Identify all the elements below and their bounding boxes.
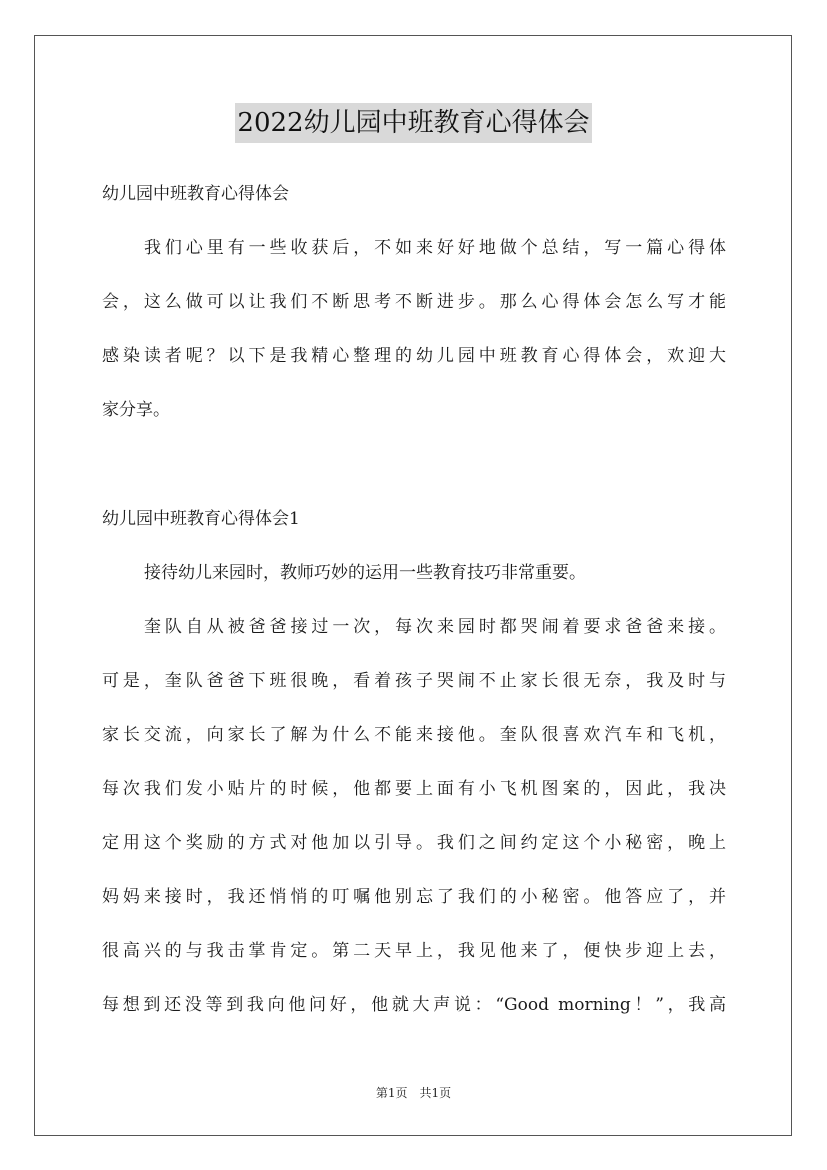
page-number: 第1页 (375, 1086, 408, 1100)
paragraph-line: 妈妈来接时，我还悄悄的叮嘱他别忘了我们的小秘密。他答应了，并 (102, 887, 726, 907)
paragraph-line: 会，这么做可以让我们不断思考不断进步。那么心得体会怎么写才能 (102, 292, 726, 312)
section-heading: 幼儿园中班教育心得体会 (102, 184, 289, 204)
section-heading: 幼儿园中班教育心得体会1 (102, 509, 300, 529)
paragraph-line: 家分享。 (102, 400, 170, 420)
paragraph-line: 家长交流，向家长了解为什么不能来接他。奎队很喜欢汽车和飞机， (102, 725, 726, 745)
paragraph-line: 可是，奎队爸爸下班很晚，看着孩子哭闹不止家长很无奈，我及时与 (102, 671, 726, 691)
paragraph-line: 奎队自从被爸爸接过一次，每次来园时都哭闹着要求爸爸来接。 (144, 617, 726, 637)
paragraph-line: 感染读者呢？以下是我精心整理的幼儿园中班教育心得体会，欢迎大 (102, 346, 726, 366)
paragraph-line: 很高兴的与我击掌肯定。第二天早上，我见他来了，便快步迎上去， (102, 941, 726, 961)
page-total: 共1页 (419, 1086, 452, 1100)
paragraph-line: 每次我们发小贴片的时候，他都要上面有小飞机图案的，因此，我决 (102, 779, 726, 799)
paragraph-line: 我们心里有一些收获后，不如来好好地做个总结，写一篇心得体 (144, 238, 726, 258)
paragraph-line: 接待幼儿来园时，教师巧妙的运用一些教育技巧非常重要。 (144, 563, 586, 583)
paragraph-line: 每想到还没等到我向他问好，他就大声说：“Good morning！”，我高 (102, 995, 726, 1015)
document-title: 2022幼儿园中班教育心得体会 (235, 103, 591, 143)
page-footer (0, 1084, 827, 1101)
title-container (0, 103, 827, 143)
paragraph-line: 定用这个奖励的方式对他加以引导。我们之间约定这个小秘密，晚上 (102, 833, 726, 853)
